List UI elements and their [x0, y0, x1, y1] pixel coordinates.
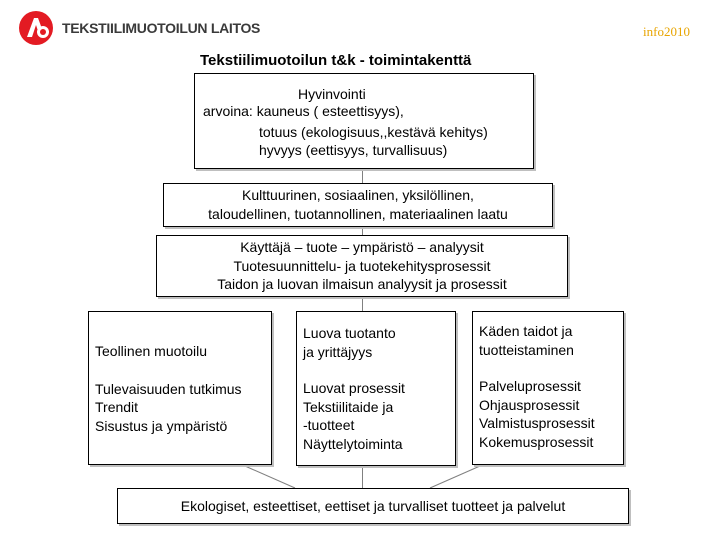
column-item: Palveluprosessit [479, 378, 581, 394]
connector-right [430, 466, 480, 488]
values-box [194, 73, 534, 169]
values-line: arvoina: kauneus ( esteettisyys), [203, 103, 404, 119]
org-name: TEKSTIILIMUOTOILUN LAITOS [62, 20, 261, 36]
values-line: hyvyys (eettisyys, turvallisuus) [259, 142, 448, 158]
qualities-line: Kulttuurinen, sosiaalinen, yksilöllinen, [242, 187, 474, 203]
qualities-box [163, 183, 553, 227]
column-heading: tuotteistaminen [479, 341, 574, 358]
outcomes-box: Ekologiset, esteettiset, eettiset ja turvalliset tuotteet ja palvelut [117, 488, 629, 524]
column-box-industrial-design [88, 311, 272, 465]
analysis-line: Tuotesuunnittelu- ja tuotekehitysprosessit [233, 257, 491, 274]
analysis-box [156, 235, 568, 297]
analysis-line: Käyttäjä – tuote – ympäristö – analyysit [240, 239, 484, 255]
connector [362, 169, 363, 183]
column-heading: Teollinen muotoilu [95, 343, 208, 359]
column-heading: ja yrittäjyys [303, 343, 373, 360]
connector [362, 297, 363, 311]
connector [362, 466, 363, 488]
column-item: Valmistusprosessit [479, 415, 595, 431]
column-box-craft-skills [472, 311, 624, 465]
column-heading: Luova tuotanto [303, 325, 396, 341]
column-item: Tekstiilitaide ja [303, 398, 394, 415]
info-tag: info2010 [643, 24, 690, 39]
connector [362, 227, 363, 235]
column-item: Näyttelytoiminta [303, 435, 403, 452]
analysis-line: Taidon ja luovan ilmaisun analyysit ja prosessit [217, 276, 507, 292]
column-item: Sisustus ja ympäristö [95, 417, 228, 434]
column-item: Kokemusprosessit [479, 433, 594, 450]
qualities-line: taloudellinen, tuotannollinen, materiaalinen laatu [208, 206, 508, 222]
column-heading: Käden taidot ja [479, 323, 573, 339]
connector-left [245, 466, 295, 488]
column-item: -tuotteet [303, 417, 355, 433]
diagram-title: Tekstiilimuotoilun t&k - toimintakenttä [200, 52, 472, 69]
values-heading: Hyvinvointi [298, 86, 366, 102]
column-box-creative-production [296, 311, 456, 466]
column-item: Tulevaisuuden tutkimus [95, 380, 242, 397]
department-logo [18, 10, 54, 46]
values-line: totuus (ekologisuus,,kestävä kehitys) [259, 124, 488, 140]
column-item: Luovat prosessit [303, 380, 405, 396]
column-item: Ohjausprosessit [479, 396, 580, 413]
column-item: Trendit [95, 399, 139, 415]
